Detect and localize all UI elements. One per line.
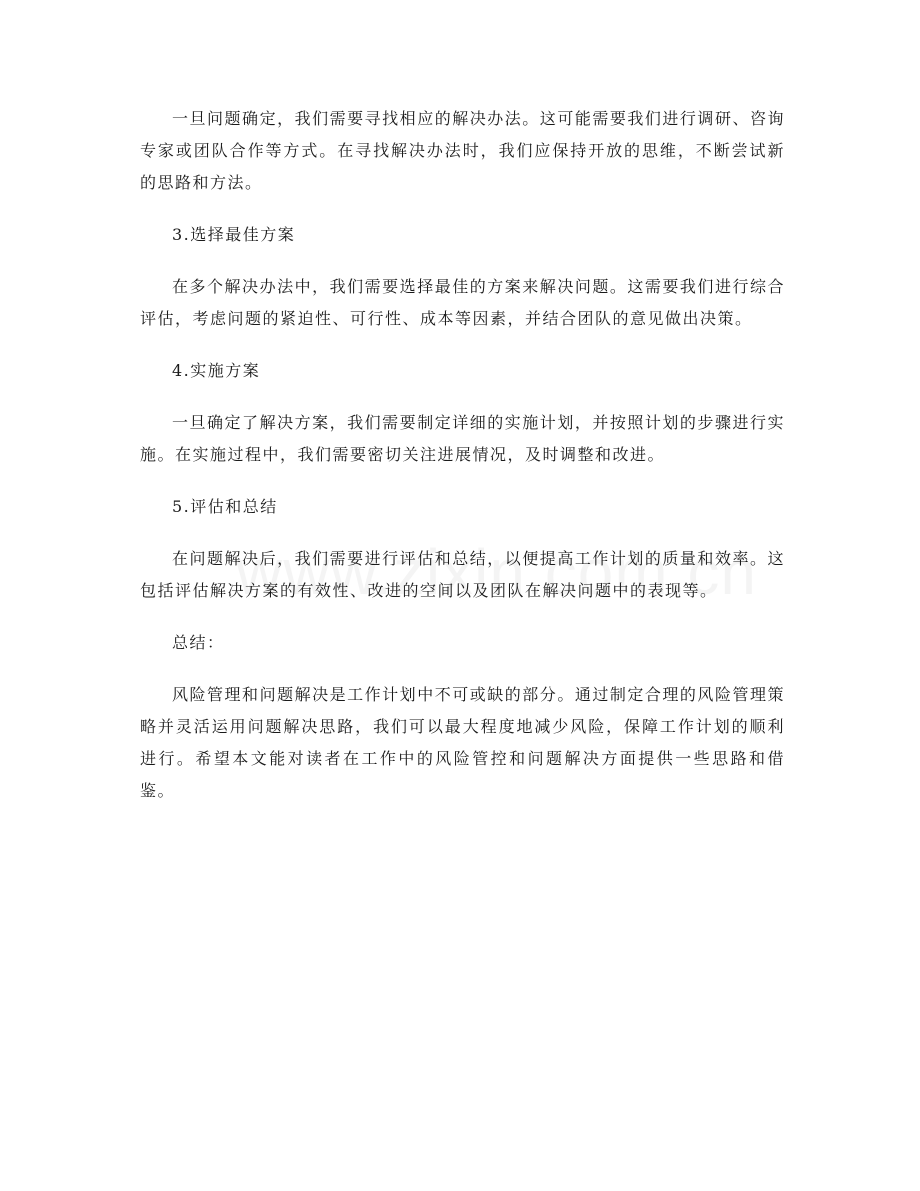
summary-heading: 总结： — [172, 633, 225, 652]
section-heading: 4.实施方案 — [172, 361, 261, 380]
paragraph: 在多个解决办法中，我们需要选择最佳的方案来解决问题。这需要我们进行综合评估，考虑问题的紧迫性、可行性、成本等因素，并结合团队的意见做出决策。 — [140, 277, 785, 328]
section-heading: 5.评估和总结 — [172, 497, 278, 516]
paragraph: 在问题解决后，我们需要进行评估和总结，以便提高工作计划的质量和效率。这包括评估解决方案的有效性、改进的空间以及团队在解决问题中的表现等。 — [140, 549, 785, 600]
section-heading: 3.选择最佳方案 — [172, 225, 296, 244]
document-body — [140, 103, 785, 827]
paragraph: 一旦问题确定，我们需要寻找相应的解决办法。这可能需要我们进行调研、咨询专家或团队合作等方式。在寻找解决办法时，我们应保持开放的思维，不断尝试新的思路和方法。 — [140, 109, 785, 192]
paragraph: 一旦确定了解决方案，我们需要制定详细的实施计划，并按照计划的步骤进行实施。在实施过程中，我们需要密切关注进展情况，及时调整和改进。 — [140, 413, 785, 464]
paragraph: 风险管理和问题解决是工作计划中不可或缺的部分。通过制定合理的风险管理策略并灵活运用问题解决思路，我们可以最大程度地减少风险，保障工作计划的顺利进行。希望本文能对读者在工作中的风险管控和问题解决方面提供一些思路和借鉴。 — [140, 685, 785, 800]
